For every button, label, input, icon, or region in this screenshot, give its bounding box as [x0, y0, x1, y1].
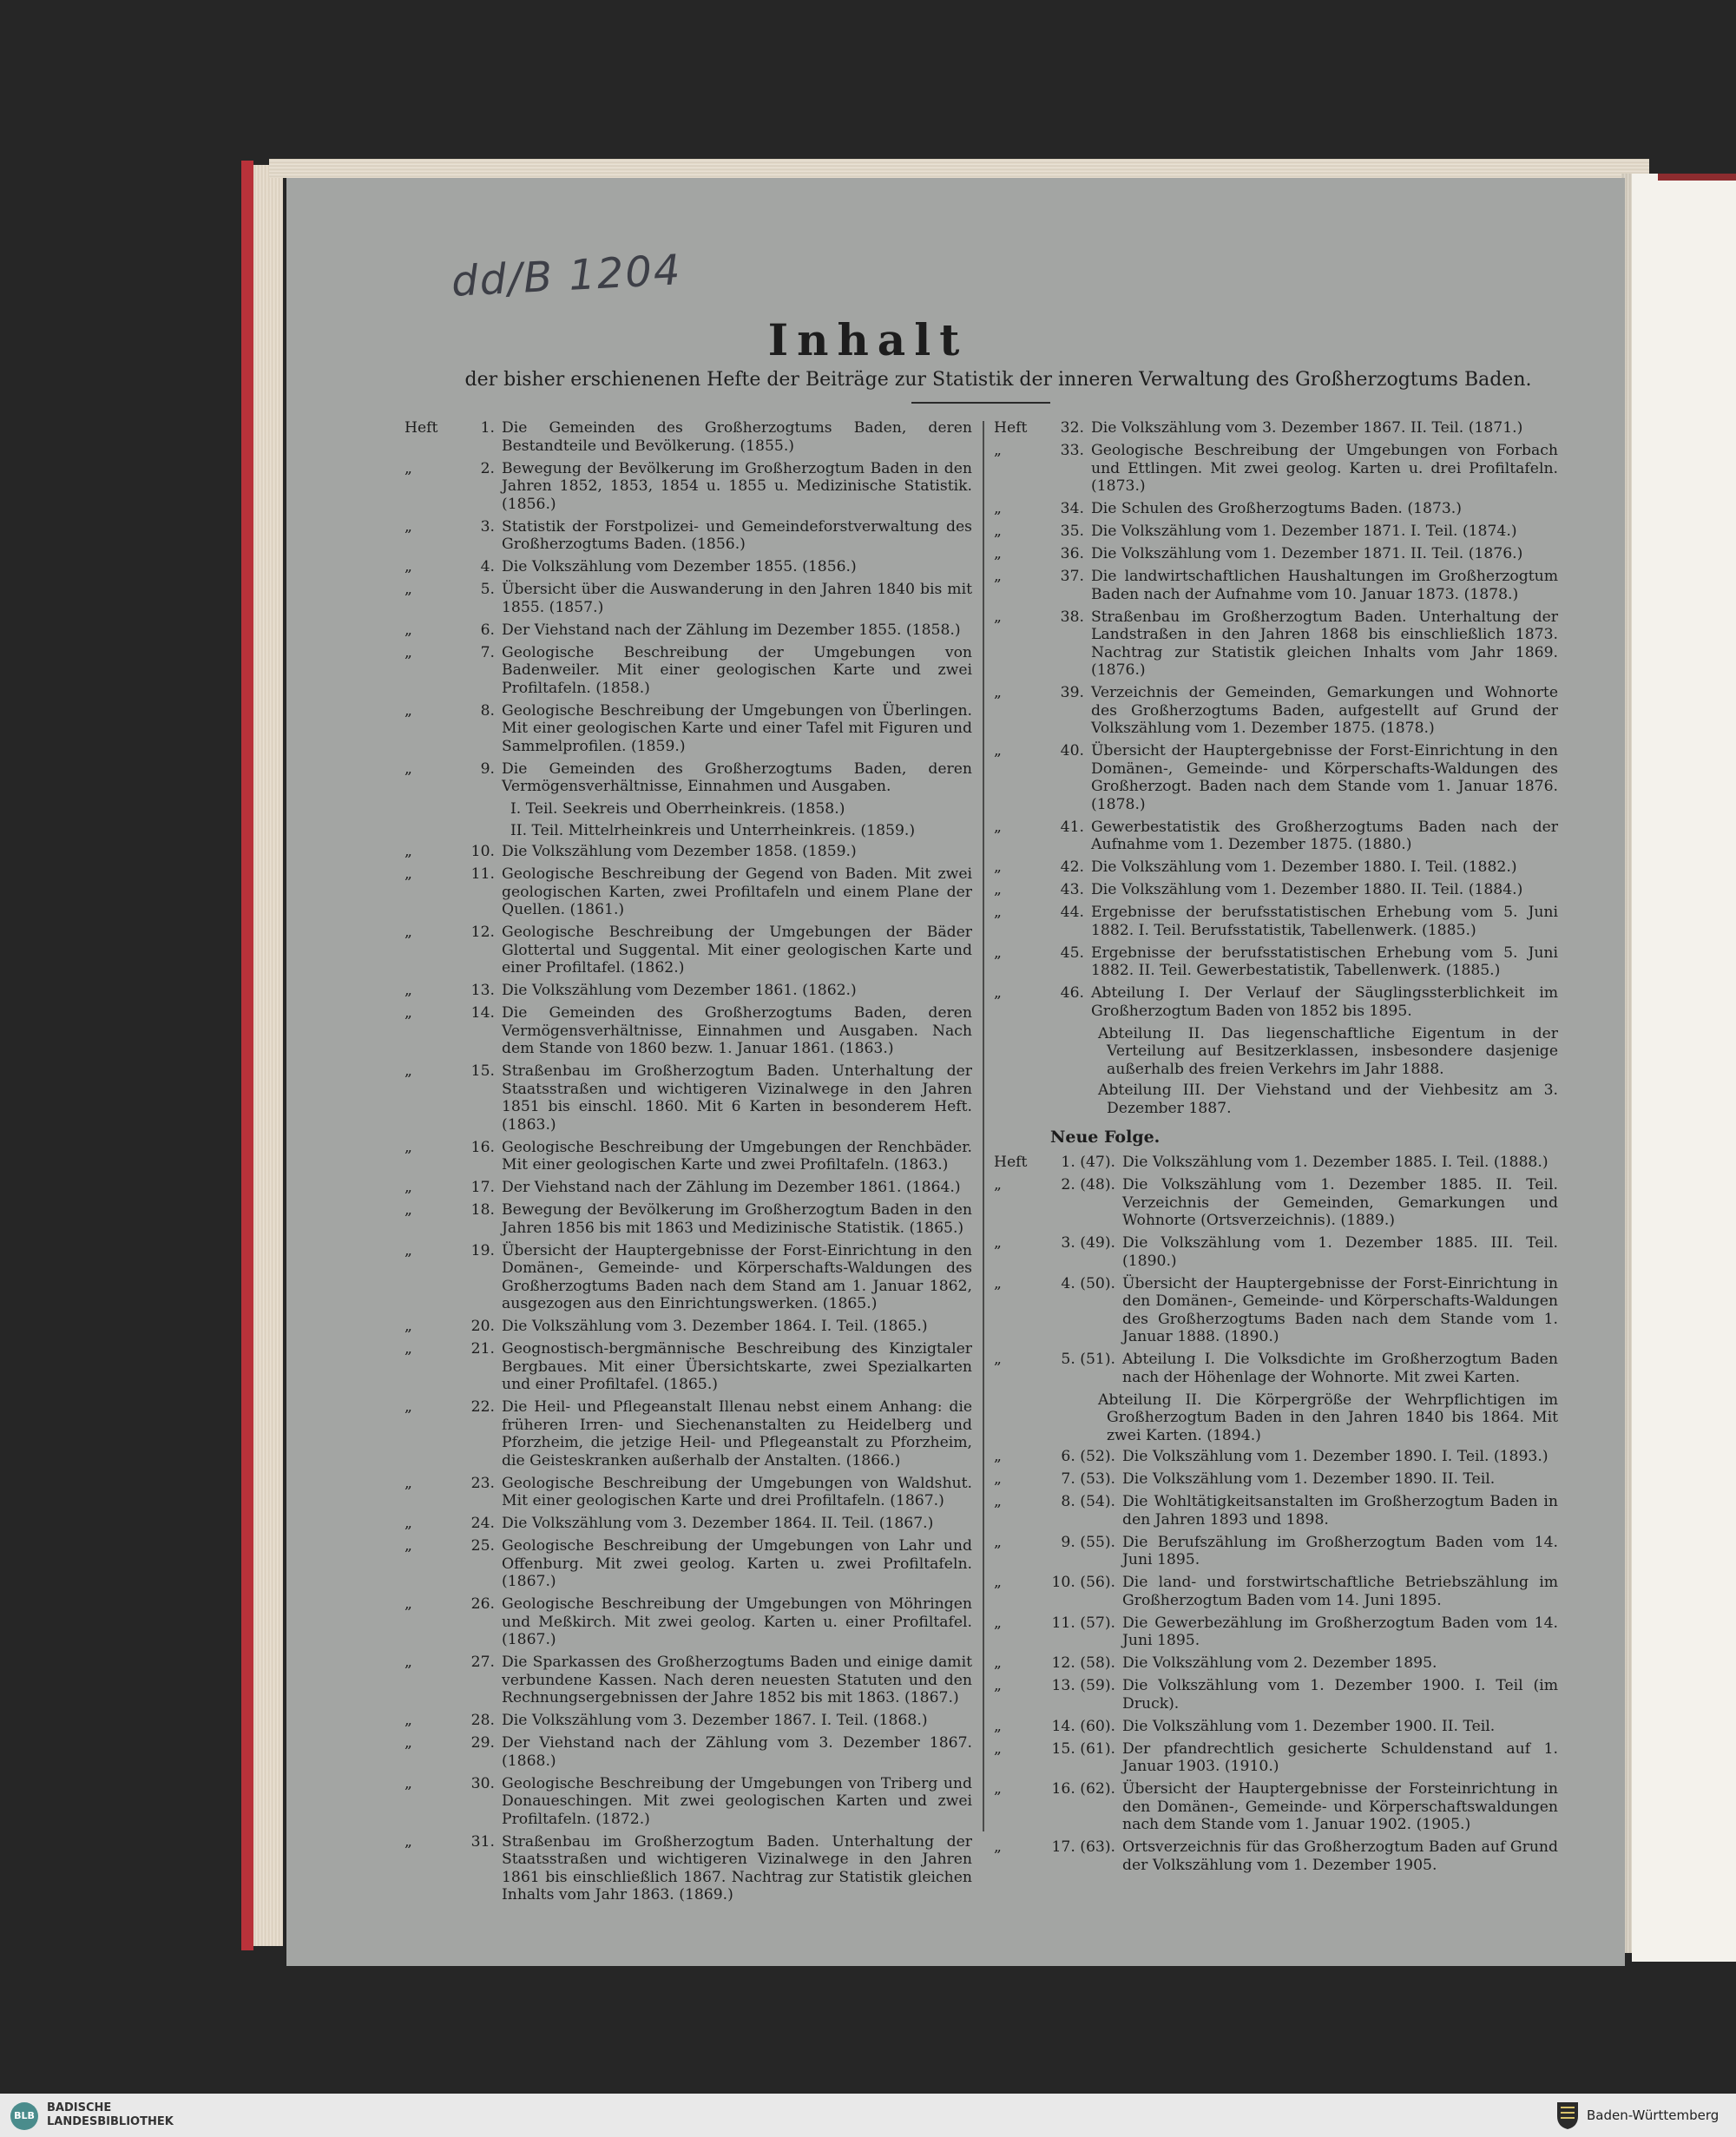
entry-title: Die Schulen des Großherzogtums Baden. (1873.): [1091, 500, 1462, 517]
toc-entry: [404, 1179, 972, 1197]
entry-heft-label: „: [404, 1201, 412, 1219]
toc-entry: [994, 1574, 1558, 1609]
entry-number: 12. (58).: [1051, 1654, 1115, 1672]
entry-subline: Abteilung III. Der Viehstand und der Viehbesitz am 3. Dezember 1887.: [1098, 1082, 1558, 1117]
entry-title: Geologische Beschreibung der Umgebungen von Forbach und Ettlingen. Mit zwei geolog. Karten u. drei Profiltafeln. (1873.): [1091, 442, 1558, 495]
toc-entry: [404, 1734, 972, 1770]
toc-entry: [404, 581, 972, 616]
entry-heft-label: „: [994, 904, 1002, 921]
entry-title: Geologische Beschreibung der Umgebungen der Renchbäder. Mit einer geologischen Karte und zwei Profiltafeln. (1863.): [502, 1138, 972, 1174]
entry-number: 9. (55).: [1061, 1533, 1115, 1551]
entry-number: 24.: [470, 1515, 495, 1532]
toc-entry: [404, 843, 972, 861]
entry-title: Die Volkszählung vom 1. Dezember 1885. II. Teil. Verzeichnis der Gemeinden, Gemarkungen und Wohnorte (Ortsverzeichnis). (1889.): [1122, 1176, 1558, 1229]
entry-title: Ortsverzeichnis für das Großherzogtum Baden auf Grund der Volkszählung vom 1. Dezember 1905.: [1122, 1838, 1558, 1874]
entry-heft-label: „: [994, 1614, 1002, 1632]
entry-heft-label: „: [404, 1241, 412, 1259]
entry-title: Die Gemeinden des Großherzogtums Baden, deren Bestandteile und Bevölkerung. (1855.): [502, 419, 972, 455]
toc-entry: [404, 1833, 972, 1904]
entry-heft-label: „: [994, 984, 1002, 1002]
toc-entry: [404, 1595, 972, 1649]
entry-number: 7.: [480, 643, 495, 661]
entry-title: Statistik der Forstpolizei- und Gemeindeforstverwaltung des Großherzogtums Baden. (1856.): [502, 517, 972, 553]
toc-entry: [404, 1398, 972, 1470]
entry-number: 34.: [1060, 500, 1084, 517]
entry-title: Abteilung I. Die Volksdichte im Großherzogtum Baden nach der Höhenlage der Wohnorte. Mit zwei Karten.: [1122, 1351, 1558, 1386]
entry-subline: I. Teil. Seekreis und Oberrheinkreis. (1858.): [510, 800, 845, 818]
entry-heft-label: „: [404, 924, 412, 941]
entry-number: 37.: [1060, 568, 1084, 585]
toc-entry: [404, 1318, 972, 1336]
entry-heft-label: „: [404, 865, 412, 883]
entry-title: Die Volkszählung vom Dezember 1858. (1859.): [502, 843, 857, 860]
handwritten-shelfmark: dd/B 1204: [450, 246, 683, 306]
entry-title: Die Gemeinden des Großherzogtums Baden, deren Vermögensverhältnisse, Einnahmen und Ausgaben.: [502, 759, 972, 795]
entry-title: Geologische Beschreibung der Umgebungen von Badenweiler. Mit einer geologischen Karte und zwei Profiltafeln. (1858.): [502, 643, 972, 697]
entry-heft-label: „: [994, 1677, 1002, 1694]
entry-number: 1.: [480, 419, 495, 437]
toc-entry: [404, 1242, 972, 1313]
entry-number: 10.: [470, 843, 495, 860]
entry-heft-label: „: [994, 608, 1002, 626]
binding-strip: [1658, 174, 1736, 181]
entry-title: Die Volkszählung vom 1. Dezember 1880. I. Teil. (1882.): [1091, 858, 1517, 876]
entry-heft-label: „: [994, 1574, 1002, 1591]
entry-number: 16.: [470, 1138, 495, 1156]
entry-title: Die Heil- und Pflegeanstalt Illenau nebst einem Anhang: die früheren Irren- und Siechenanstalten zu Heidelberg und Pforzheim, die jetzige Heil- und Pflegeanstalt zu Pforzheim, die Geisteskranken außerhalb der Anstalten. (1866.): [502, 1398, 972, 1470]
toc-entry: [994, 819, 1558, 854]
entry-number: 29.: [470, 1734, 495, 1752]
toc-entry: [994, 1176, 1558, 1230]
toc-entry: [994, 1448, 1558, 1466]
library-name[interactable]: [47, 2101, 174, 2129]
toc-entry: [404, 621, 972, 640]
library-name-line1: BADISCHE: [47, 2101, 112, 2114]
entry-title: Die Volkszählung vom Dezember 1855. (1856.): [502, 558, 857, 575]
entry-title: Der Viehstand nach der Zählung im Dezember 1855. (1858.): [502, 621, 961, 639]
entry-title: Der Viehstand nach der Zählung vom 3. Dezember 1867. (1868.): [502, 1734, 972, 1770]
entry-title: Geologische Beschreibung der Umgebungen von Waldshut. Mit einer geologischen Karte und drei Profiltafeln. (1867.): [502, 1474, 972, 1509]
toc-entry: [994, 1470, 1558, 1489]
toc-entry: [404, 460, 972, 514]
facing-page: [1632, 174, 1736, 1962]
page-stack-top: [269, 159, 1649, 178]
entry-heft-label: „: [404, 1734, 412, 1752]
entry-title: Geologische Beschreibung der Umgebungen von Überlingen. Mit einer geologischen Karte und einer Tafel mit Figuren und Sammelprofilen. (1859.): [502, 701, 972, 755]
entry-number: 4.: [480, 558, 495, 575]
toc-entry: [994, 684, 1558, 738]
entry-number: 31.: [470, 1832, 495, 1851]
entry-number: 18.: [470, 1201, 495, 1219]
entry-number: 11. (57).: [1051, 1614, 1115, 1632]
entry-number: 7. (53).: [1061, 1470, 1115, 1488]
page-subtitle: der bisher erschienenen Hefte der Beiträge zur Statistik der inneren Verwaltung des Großherzogtums Baden.: [464, 369, 1532, 391]
entry-title: Gewerbestatistik des Großherzogtums Baden nach der Aufnahme vom 1. Dezember 1875. (1880.): [1091, 818, 1558, 853]
entry-title: Die Volkszählung vom 1. Dezember 1871. I. Teil. (1874.): [1091, 523, 1517, 540]
entry-number: 40.: [1060, 742, 1084, 759]
entry-number: 9.: [480, 759, 495, 778]
entry-title: Straßenbau im Großherzogtum Baden. Unterhaltung der Staatsstraßen und wichtigeren Vizinalwege in den Jahren 1861 bis einschließlich 1867. Nachtrag zur Statistik gleichen Inhalts vom Jahr 1863. (1869.): [502, 1832, 972, 1904]
entry-number: 19.: [470, 1241, 495, 1259]
toc-entry: [994, 1154, 1558, 1172]
entry-title: Der Viehstand nach der Zählung im Dezember 1861. (1864.): [502, 1179, 961, 1196]
toc-entry: [994, 1534, 1558, 1569]
entry-heft-label: „: [404, 643, 412, 661]
entry-title: Der pfandrechtlich gesicherte Schuldenstand auf 1. Januar 1903. (1910.): [1122, 1739, 1558, 1775]
entry-title: Die Berufszählung im Großherzogtum Baden vom 14. Juni 1895.: [1122, 1533, 1558, 1568]
entry-heft-label: „: [404, 843, 412, 860]
entry-title: Straßenbau im Großherzogtum Baden. Unterhaltung der Staatsstraßen und wichtigeren Vizinalwege in den Jahren 1851 bis einschl. 1860. Mit 6 Karten in besonderem Heft. (1863.): [502, 1062, 972, 1134]
entry-number: 3. (49).: [1061, 1234, 1115, 1252]
entry-heft-label: „: [404, 1654, 412, 1671]
blb-logo-icon[interactable]: BLB: [10, 2102, 38, 2130]
entry-number: 13. (59).: [1051, 1677, 1115, 1694]
entry-heft-label: „: [404, 459, 412, 477]
entry-number: 5.: [480, 581, 495, 598]
toc-entry: [994, 904, 1558, 939]
entry-number: 11.: [470, 865, 495, 883]
entry-number: 6.: [480, 621, 495, 639]
entry-number: 28.: [470, 1712, 495, 1729]
entry-number: 35.: [1060, 523, 1084, 540]
entry-heft-label: „: [994, 881, 1002, 898]
entry-title: Die Gewerbezählung im Großherzogtum Baden vom 14. Juni 1895.: [1122, 1614, 1558, 1649]
page-stack-left: [253, 165, 283, 1946]
column-divider: [983, 421, 984, 1831]
right-entries: [994, 419, 1558, 1117]
entry-heft-label: „: [404, 621, 412, 639]
toc-entry: [404, 1004, 972, 1058]
entry-heft-label: „: [994, 523, 1002, 540]
entry-number: 15.: [470, 1062, 495, 1080]
entry-heft-label: „: [994, 1654, 1002, 1672]
entry-number: 14.: [470, 1004, 495, 1022]
entry-heft-label: „: [994, 1448, 1002, 1465]
entry-heft-label: „: [994, 1234, 1002, 1252]
toc-entry: [404, 1062, 972, 1134]
page-title: Inhalt: [767, 314, 969, 365]
toc-entry: [404, 1654, 972, 1707]
entry-title: Die Volkszählung vom Dezember 1861. (1862.): [502, 982, 857, 999]
entry-heft-label: „: [404, 1318, 412, 1335]
neue-folge-entries: [994, 1154, 1558, 1874]
entry-heft-label: „: [404, 1398, 412, 1416]
entry-number: 4. (50).: [1061, 1274, 1115, 1292]
toc-entry: [404, 1515, 972, 1533]
viewer-footer: [0, 2094, 1736, 2137]
entry-heft-label: „: [994, 1838, 1002, 1856]
entry-title: Die Volkszählung vom 1. Dezember 1885. I. Teil. (1888.): [1122, 1154, 1549, 1171]
toc-entry: [404, 1537, 972, 1591]
entry-title: Die Volkszählung vom 1. Dezember 1890. I. Teil. (1893.): [1122, 1448, 1549, 1465]
entry-title: Übersicht der Hauptergebnisse der Forsteinrichtung in den Domänen-, Gemeinde- und Körperschaftswaldungen nach dem Stande vom 1. Januar 1902. (1905.): [1122, 1780, 1558, 1833]
toc-entry: [994, 1780, 1558, 1834]
title-rule: [911, 402, 1050, 404]
entry-number: 3.: [480, 517, 495, 536]
entry-heft-label: „: [404, 1774, 412, 1792]
toc-entry: [994, 1740, 1558, 1776]
entry-title: Ergebnisse der berufsstatistischen Erhebung vom 5. Juni 1882. II. Teil. Gewerbestatistik, Tabellenwerk. (1885.): [1091, 944, 1558, 979]
toc-entry: [404, 982, 972, 1000]
entry-heft-label: „: [404, 581, 412, 598]
entry-number: 8. (54).: [1061, 1493, 1115, 1510]
toc-entry: [994, 419, 1558, 437]
entry-heft-label: „: [994, 568, 1002, 585]
entry-title: Geologische Beschreibung der Umgebungen von Triberg und Donaueschingen. Mit zwei geologischen Karten und zwei Profiltafeln. (1872.): [502, 1774, 972, 1828]
entry-number: 17. (63).: [1051, 1838, 1115, 1856]
entry-number: 39.: [1060, 684, 1084, 701]
entry-heft-label: „: [994, 1780, 1002, 1798]
entry-heft-label: „: [404, 1595, 412, 1613]
entry-number: 23.: [470, 1474, 495, 1492]
entry-title: Übersicht der Hauptergebnisse der Forst-Einrichtung in den Domänen-, Gemeinde- und Körperschafts-Waldungen des Großherzogt. Baden nach dem Stande vom 1. Januar 1876. (1878.): [1091, 742, 1558, 813]
entry-number: 25.: [470, 1537, 495, 1555]
entry-heft-label: „: [404, 1832, 412, 1851]
entry-number: 14. (60).: [1051, 1717, 1115, 1735]
entry-title: Die Volkszählung vom 3. Dezember 1864. I. Teil. (1865.): [502, 1318, 928, 1335]
toc-entry: [994, 1838, 1558, 1874]
toc-entry: [994, 881, 1558, 899]
toc-entry: [994, 1718, 1558, 1736]
toc-entry: [404, 1775, 972, 1829]
entry-title: Übersicht über die Auswanderung in den Jahren 1840 bis mit 1855. (1857.): [502, 581, 972, 616]
entry-number: 20.: [470, 1318, 495, 1335]
entry-number: 13.: [470, 982, 495, 999]
entry-number: 2.: [480, 459, 495, 477]
entry-heft-label: „: [404, 1340, 412, 1358]
entry-number: 38.: [1060, 608, 1084, 626]
entry-heft-label: „: [404, 982, 412, 999]
entry-number: 33.: [1060, 442, 1084, 459]
entry-title: Die Volkszählung vom 1. Dezember 1885. III. Teil. (1890.): [1122, 1234, 1558, 1270]
toc-entry: [994, 1654, 1558, 1673]
entry-number: 42.: [1060, 858, 1084, 876]
toc-entry: [404, 865, 972, 919]
entry-title: Die Volkszählung vom 3. Dezember 1867. I. Teil. (1868.): [502, 1712, 928, 1729]
entry-heft-label: „: [994, 742, 1002, 759]
entry-heft-label: „: [404, 1515, 412, 1532]
entry-number: 43.: [1060, 881, 1084, 898]
entry-heft-label: „: [404, 1004, 412, 1022]
entry-title: Die Gemeinden des Großherzogtums Baden, deren Vermögensverhältnisse, Einnahmen und Ausgaben. Nach dem Stande von 1860 bezw. 1. Januar 1861. (1863.): [502, 1004, 972, 1057]
toc-entry: [994, 984, 1558, 1020]
entry-heft-label: „: [404, 1474, 412, 1492]
entry-title: Geognostisch-bergmännische Beschreibung des Kinzigtaler Bergbaues. Mit einer Übersichtskarte, zwei Spezialkarten und einer Profiltafel. (1865.): [502, 1340, 972, 1393]
entry-number: 17.: [470, 1179, 495, 1196]
entry-heft-label: „: [994, 818, 1002, 836]
toc-entry: [404, 518, 972, 554]
toc-entry: [404, 1139, 972, 1174]
entry-heft-label: „: [994, 545, 1002, 562]
toc-entry: [404, 924, 972, 977]
toc-entry: [404, 644, 972, 698]
entry-number: 45.: [1060, 944, 1084, 962]
entry-title: Die Volkszählung vom 1. Dezember 1880. II. Teil. (1884.): [1091, 881, 1523, 898]
entry-title: Die Volkszählung vom 1. Dezember 1900. II. Teil.: [1122, 1717, 1496, 1735]
right-column: [994, 419, 1558, 1879]
entry-title: Die Volkszählung vom 1. Dezember 1890. II. Teil.: [1122, 1470, 1496, 1488]
entry-title: Die Sparkassen des Großherzogtums Baden und einige damit verbundene Kassen. Nach deren neuesten Statuten und den Rechnungsergebnissen der Jahre 1852 bis mit 1863. (1867.): [502, 1654, 972, 1706]
entry-title: Die Volkszählung vom 2. Dezember 1895.: [1122, 1654, 1437, 1672]
toc-entry: [994, 545, 1558, 563]
entry-number: 27.: [470, 1654, 495, 1671]
toc-entry: [994, 442, 1558, 496]
toc-entry: [994, 568, 1558, 603]
entry-heft-label: „: [404, 1712, 412, 1729]
toc-entry: [994, 1234, 1558, 1270]
toc-entry: [404, 760, 972, 796]
toc-entry: [404, 1712, 972, 1730]
entry-number: 1. (47).: [1061, 1154, 1115, 1171]
entry-heft-label: „: [994, 944, 1002, 962]
entry-title: Die Volkszählung vom 3. Dezember 1864. II. Teil. (1867.): [502, 1515, 934, 1532]
entry-number: 12.: [470, 924, 495, 941]
toc-entry: [994, 1351, 1558, 1386]
entry-heft-label: „: [404, 759, 412, 778]
entry-number: 16. (62).: [1051, 1780, 1115, 1798]
entry-number: 26.: [470, 1595, 495, 1613]
entry-number: 2. (48).: [1061, 1176, 1115, 1193]
entry-title: Bewegung der Bevölkerung im Großherzogtum Baden in den Jahren 1856 bis mit 1863 und Medizinische Statistik. (1865.): [502, 1201, 972, 1237]
neue-folge-heading: Neue Folge.: [1050, 1128, 1161, 1147]
entry-title: Geologische Beschreibung der Umgebungen von Möhringen und Meßkirch. Mit zwei geolog. Karten u. einer Profiltafel. (1867.): [502, 1595, 972, 1648]
entry-title: Bewegung der Bevölkerung im Großherzogtum Baden in den Jahren 1852, 1853, 1854 u. 1855 u. Medizinische Statistik. (1856.): [502, 459, 972, 513]
entry-title: Ergebnisse der berufsstatistischen Erhebung vom 5. Juni 1882. I. Teil. Berufsstatistik, Tabellenwerk. (1885.): [1091, 904, 1558, 939]
entry-title: Straßenbau im Großherzogtum Baden. Unterhaltung der Landstraßen in den Jahren 1868 bis einschließlich 1873. Nachtrag zur Statistik gleichen Inhalts vom Jahr 1869. (1876.): [1091, 608, 1558, 679]
toc-entry: [994, 944, 1558, 980]
toc-entry: [404, 419, 972, 455]
toc-entry: [994, 500, 1558, 518]
entry-title: Geologische Beschreibung der Umgebungen von Lahr und Offenburg. Mit zwei geolog. Karten u. zwei Profiltafeln. (1867.): [502, 1537, 972, 1590]
entry-title: Die Volkszählung vom 1. Dezember 1871. II. Teil. (1876.): [1091, 545, 1523, 562]
entry-title: Geologische Beschreibung der Gegend von Baden. Mit zwei geologischen Karten, zwei Profiltafeln und einem Plane der Quellen. (1861.): [502, 865, 972, 918]
entry-heft-label: „: [404, 1537, 412, 1555]
entry-subline: II. Teil. Mittelrheinkreis und Unterrheinkreis. (1859.): [510, 821, 916, 839]
toc-entry: [994, 1614, 1558, 1650]
entry-heft-label: „: [994, 500, 1002, 517]
toc-entry: [994, 608, 1558, 680]
entry-subline: Abteilung II. Die Körpergröße der Wehrpflichtigen im Großherzogtum Baden in den Jahren 1840 bis 1864. Mit zwei Karten. (1894.): [1098, 1391, 1558, 1444]
entry-number: 6. (52).: [1061, 1448, 1115, 1465]
entry-heft-label: „: [994, 1470, 1002, 1488]
entry-heft-label: „: [404, 1138, 412, 1156]
entry-number: 8.: [480, 701, 495, 720]
entry-heft-label: „: [994, 858, 1002, 876]
entry-number: 30.: [470, 1774, 495, 1792]
book-spine-red-edge: [241, 161, 253, 1950]
entry-heft-label: „: [404, 1179, 412, 1196]
entry-heft-label: „: [994, 1493, 1002, 1510]
entry-heft-label: „: [994, 442, 1002, 459]
entry-number: 5. (51).: [1061, 1351, 1115, 1368]
entry-title: Die landwirtschaftlichen Haushaltungen im Großherzogtum Baden nach der Aufnahme vom 10. Januar 1873. (1878.): [1091, 568, 1558, 603]
toc-entry: [994, 742, 1558, 813]
toc-entry: [404, 1340, 972, 1394]
entry-title: Übersicht der Hauptergebnisse der Forst-Einrichtung in den Domänen-, Gemeinde- und Körperschafts-Waldungen des Großherzogtums Baden nach dem Stand am 1. Januar 1862, ausgezogen aus den Einrichtungswerken. (1865.): [502, 1241, 972, 1312]
entry-subline: Abteilung II. Das liegenschaftliche Eigentum in der Verteilung auf Besitzerklassen, insbesondere dasjenige außerhalb des freien Verkehrs im Jahr 1888.: [1098, 1024, 1558, 1078]
entry-heft-label: „: [404, 517, 412, 536]
entry-number: 46.: [1060, 984, 1084, 1002]
toc-entry: [994, 858, 1558, 877]
entry-heft-label: „: [994, 1176, 1002, 1193]
entry-heft-label: „: [994, 1351, 1002, 1368]
entry-number: 10. (56).: [1051, 1574, 1115, 1591]
state-name[interactable]: Baden-Württemberg: [1587, 2107, 1720, 2123]
toc-entry: [404, 1475, 972, 1510]
entry-title: Geologische Beschreibung der Umgebungen der Bäder Glottertal und Suggental. Mit einer geologischen Karte und einer Profiltafel. (1862.): [502, 924, 972, 976]
entry-number: 36.: [1060, 545, 1084, 562]
toc-entry: [994, 523, 1558, 541]
entry-title: Verzeichnis der Gemeinden, Gemarkungen und Wohnorte des Großherzogtums Baden, aufgestellt auf Grund der Volkszählung vom 1. Dezember 1875. (1878.): [1091, 684, 1558, 737]
entry-number: 22.: [470, 1398, 495, 1416]
entry-title: Die Wohltätigkeitsanstalten im Großherzogtum Baden in den Jahren 1893 und 1898.: [1122, 1493, 1558, 1529]
entry-title: Die Volkszählung vom 3. Dezember 1867. II. Teil. (1871.): [1091, 419, 1523, 437]
entry-heft-label: Heft: [994, 1154, 1028, 1171]
library-name-line2: LANDESBIBLIOTHEK: [47, 2115, 174, 2128]
toc-entry: [994, 1677, 1558, 1713]
entry-heft-label: „: [404, 701, 412, 720]
toc-entry: [404, 702, 972, 756]
entry-heft-label: „: [994, 1533, 1002, 1551]
toc-entry: [994, 1275, 1558, 1346]
left-column: [404, 419, 972, 1909]
entry-number: 44.: [1060, 904, 1084, 921]
entry-heft-label: Heft: [404, 419, 438, 437]
toc-entry: [994, 1493, 1558, 1529]
entry-heft-label: „: [404, 1062, 412, 1080]
entry-heft-label: „: [404, 558, 412, 575]
entry-number: 21.: [470, 1340, 495, 1358]
toc-entry: [404, 1201, 972, 1237]
entry-number: 41.: [1060, 818, 1084, 836]
entry-title: Übersicht der Hauptergebnisse der Forst-Einrichtung in den Domänen-, Gemeinde- und Körperschafts-Waldungen des Großherzogtums Baden nach dem Stande vom 1. Januar 1888. (1890.): [1122, 1274, 1558, 1345]
entry-heft-label: „: [994, 1717, 1002, 1735]
entry-title: Die Volkszählung vom 1. Dezember 1900. I. Teil (im Druck).: [1122, 1677, 1558, 1713]
entry-number: 32.: [1060, 419, 1084, 437]
toc-entry: [404, 558, 972, 576]
entry-number: 15. (61).: [1051, 1739, 1115, 1758]
entry-heft-label: Heft: [994, 419, 1028, 437]
entry-heft-label: „: [994, 684, 1002, 701]
bw-coat-of-arms-icon: [1555, 2101, 1580, 2130]
entry-title: Die land- und forstwirtschaftliche Betriebszählung im Großherzogtum Baden vom 14. Juni 1895.: [1122, 1574, 1558, 1609]
entry-heft-label: „: [994, 1274, 1002, 1292]
entry-heft-label: „: [994, 1739, 1002, 1758]
entry-title: Abteilung I. Der Verlauf der Säuglingssterblichkeit im Großherzogtum Baden von 1852 bis 1895.: [1091, 984, 1558, 1020]
